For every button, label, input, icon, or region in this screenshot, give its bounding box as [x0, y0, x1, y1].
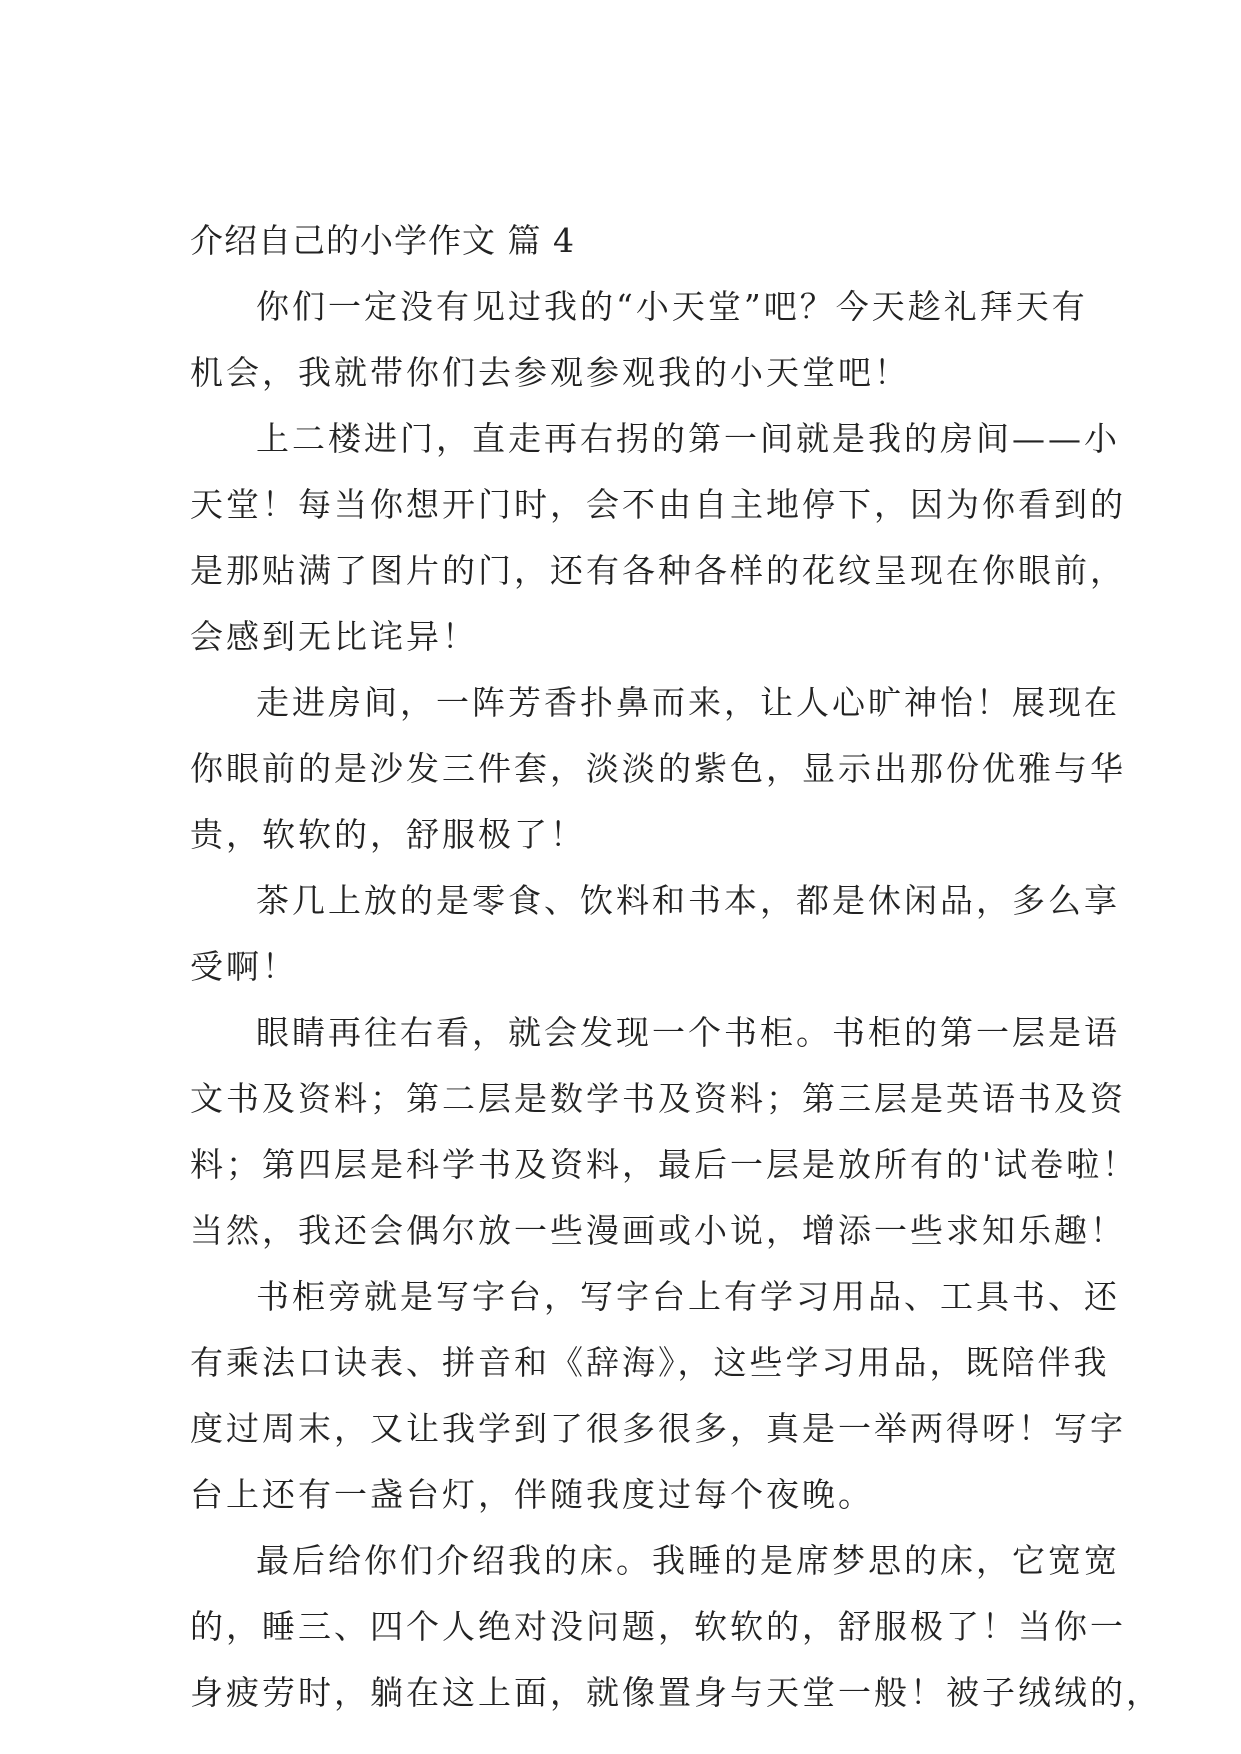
text-line: 受啊！ — [190, 947, 298, 986]
text-line: 台上还有一盏台灯，伴随我度过每个夜晚。 — [190, 1475, 874, 1514]
text-line: 会感到无比诧异！ — [190, 617, 478, 656]
text-line: 天堂！每当你想开门时，会不由自主地停下，因为你看到的 — [190, 485, 1126, 524]
text-line: 文书及资料；第二层是数学书及资料；第三层是英语书及资 — [190, 1079, 1126, 1118]
text-line: 你们一定没有见过我的“小天堂”吧？今天趁礼拜天有 — [256, 287, 1088, 326]
document-body — [190, 214, 1162, 1726]
text-line: 身疲劳时，躺在这上面，就像置身与天堂一般！被子绒绒的， — [190, 1673, 1162, 1712]
text-line: 是那贴满了图片的门，还有各种各样的花纹呈现在你眼前， — [190, 551, 1126, 590]
text-line: 当然，我还会偶尔放一些漫画或小说，增添一些求知乐趣！ — [190, 1211, 1126, 1250]
text-line: 料；第四层是科学书及资料，最后一层是放所有的'试卷啦！ — [190, 1145, 1139, 1184]
text-line: 的，睡三、四个人绝对没问题，软软的，舒服极了！当你一 — [190, 1607, 1126, 1646]
document-title: 介绍自己的小学作文 篇 4 — [190, 221, 575, 260]
text-line: 你眼前的是沙发三件套，淡淡的紫色，显示出那份优雅与华 — [190, 749, 1126, 788]
text-line: 眼睛再往右看，就会发现一个书柜。书柜的第一层是语 — [256, 1013, 1120, 1052]
text-line: 茶几上放的是零食、饮料和书本，都是休闲品，多么享 — [256, 881, 1120, 920]
text-line: 有乘法口诀表、拼音和《辞海》，这些学习用品，既陪伴我 — [190, 1343, 1110, 1382]
text-line: 最后给你们介绍我的床。我睡的是席梦思的床，它宽宽 — [256, 1541, 1120, 1580]
text-line: 上二楼进门，直走再右拐的第一间就是我的房间——小 — [256, 419, 1120, 458]
text-line: 贵，软软的，舒服极了！ — [190, 815, 586, 854]
text-line: 走进房间，一阵芳香扑鼻而来，让人心旷神怡！展现在 — [256, 683, 1120, 722]
text-line: 书柜旁就是写字台，写字台上有学习用品、工具书、还 — [256, 1277, 1120, 1316]
text-line: 机会，我就带你们去参观参观我的小天堂吧！ — [190, 353, 910, 392]
text-line: 度过周末，又让我学到了很多很多，真是一举两得呀！写字 — [190, 1409, 1126, 1448]
